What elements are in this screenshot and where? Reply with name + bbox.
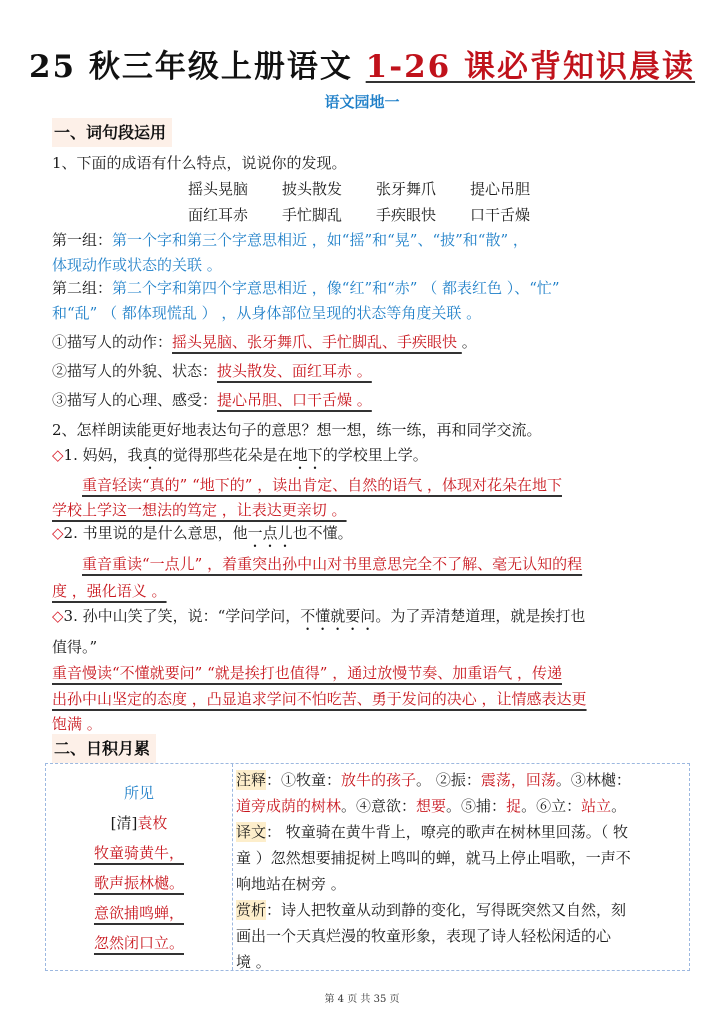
sentence-1-post: 的学校里上学。 (322, 446, 428, 464)
poem-title: 所见 (123, 784, 154, 802)
notes-line-2 (236, 793, 686, 819)
category-1-end: 。 (461, 333, 477, 351)
note-key: ：①牧童： (266, 771, 342, 789)
sentence-1-mid: 的觉得那些花朵是在 (157, 446, 293, 464)
poem-line (46, 902, 232, 924)
appreciation-line-2: 画出一个天真烂漫的牧童形象，表现了诗人轻松闲适的心 (236, 927, 612, 945)
answer-3-line-1 (52, 662, 674, 684)
sentence-3 (52, 605, 674, 634)
emphasis-dots: 地下 (292, 446, 323, 464)
category-1-label: ①描写人的动作： (52, 333, 173, 351)
answer-2-text-1: 重音重读“一点儿” ，着重突出孙中山对书里意思完全不了解、毫无认知的程 (82, 555, 583, 573)
note-value: 震荡，回荡 (480, 771, 556, 789)
poem-cell (46, 764, 233, 970)
sentence-1 (52, 444, 674, 473)
poem-table (45, 763, 690, 971)
group-2-line-1 (52, 277, 674, 299)
category-3-answer: 提心吊胆、口干舌燥 。 (217, 391, 372, 409)
answer-2-line-1 (52, 553, 674, 575)
notes-label: 注释 (236, 771, 267, 789)
group-2-text: 第二个字和第四个字意思相近 ，像“红”和“赤” （ 都表红色 ）、“忙” (112, 279, 560, 297)
answer-2-line-2 (52, 580, 674, 602)
sentence-3-line-2: 值得。” (52, 638, 98, 656)
answer-2-text-2: 度 ，强化语义 。 (52, 582, 167, 600)
category-1-answer: 摇头晃脑、张牙舞爪、手忙脚乱、手疾眼快 (172, 333, 462, 351)
note-value: 放牛的孩子 (341, 771, 417, 789)
note-value: 道旁成荫的树林 (236, 797, 342, 815)
group-1-label: 第一组： (52, 231, 113, 249)
sentence-2 (52, 522, 674, 551)
page-number: 第 4 页 共 35 页 (324, 994, 400, 1005)
emphasis-dots: 真 (142, 446, 158, 464)
question-2: 2、怎样朗读能更好地表达句子的意思？想一想，练一练，再和同学交流。 (52, 421, 542, 439)
diamond-icon: ◇ (52, 524, 64, 542)
idiom: 面红耳赤 (188, 206, 249, 224)
idiom: 摇头晃脑 (188, 180, 249, 198)
idiom: 张牙舞爪 (376, 180, 437, 198)
translation-line-2: 童 ）忽然想要捕捉树上鸣叫的蝉，就马上停止唱歌，一声不 (236, 849, 631, 867)
answer-3-text-1: 重音慢读“不懂就要问” “就是挨打也值得” ，通过放慢节奏、加重语气 ，传递 (52, 664, 562, 682)
section-heading-2: 二、日积月累 (52, 734, 156, 763)
sentence-3-pre: 3. 孙中山笑了笑，说：“学问学问， (63, 607, 301, 625)
answer-3-line-3 (52, 713, 674, 735)
sentence-2-pre: 2. 书里说的是什么意思，他 (63, 524, 248, 542)
answer-1-line-1 (52, 474, 674, 496)
diamond-icon: ◇ (52, 446, 64, 464)
note-key: 。③林樾： (555, 771, 631, 789)
poem-line (46, 872, 232, 894)
group-1-line-1 (52, 229, 674, 251)
idiom-row-1 (188, 178, 564, 200)
note-key: 。⑥立： (521, 797, 582, 815)
emphasis-dots: 一点儿 (247, 524, 293, 542)
title-black: 25 秋三年级上册语文 (28, 49, 366, 85)
note-value: 想要 (416, 797, 447, 815)
group-1-line-2: 体现动作或状态的关联 。 (52, 256, 222, 274)
appreciation-label: 赏析 (236, 901, 267, 919)
category-2 (52, 360, 674, 382)
note-value: 站立 (581, 797, 612, 815)
poem-line-text: 意欲捕鸣蝉， (93, 904, 184, 922)
note-key: 。 (611, 797, 627, 815)
category-3 (52, 389, 674, 411)
group-2-label: 第二组： (52, 279, 113, 297)
translation-line-3: 响地站在树旁 。 (236, 875, 346, 893)
idiom: 披头散发 (282, 180, 343, 198)
sentence-2-post: 也不懂。 (292, 524, 353, 542)
poem-line (46, 842, 232, 864)
sentence-3-post: 。为了弄清楚道理，就是挨打也 (375, 607, 586, 625)
note-key: 。④意欲： (341, 797, 417, 815)
emphasis-dots: 不懂就要问 (300, 607, 376, 625)
category-2-answer: 披头散发、面红耳赤 。 (217, 362, 372, 380)
idiom: 手忙脚乱 (282, 206, 343, 224)
section-heading-1: 一、词句段运用 (52, 118, 172, 147)
sentence-1-pre: 1. 妈妈，我 (63, 446, 143, 464)
answer-1-line-2 (52, 499, 674, 521)
answer-1-text-2: 学校上学这一想法的笃定 ，让表达更亲切 。 (52, 501, 347, 519)
page-subtitle: 语文园地一 (324, 93, 400, 111)
idiom: 提心吊胆 (470, 180, 531, 198)
category-3-label: ③描写人的心理、感受： (52, 391, 218, 409)
note-key: 。⑤捕： (446, 797, 507, 815)
poem-line-text: 忽然闭口立。 (93, 934, 184, 952)
group-1-text: 第一个字和第三个字意思相近 ，如“摇”和“晃”、“披”和“散” ， (112, 231, 528, 249)
appreciation-text: ：诗人把牧童从动到静的变化，写得既突然又自然，刻 (266, 901, 627, 919)
answer-1-text-1: 重音轻读“真的” “地下的” ，读出肯定、自然的语气 ，体现对花朵在地下 (82, 476, 562, 494)
answer-3-text-3: 饱满 。 (52, 715, 102, 733)
answer-3-text-2: 出孙中山坚定的态度 ，凸显追求学问不怕吃苦、勇于发问的决心 ，让情感表达更 (52, 690, 587, 708)
category-1 (52, 331, 674, 353)
translation-text: ： 牧童骑在黄牛背上，嘹亮的歌声在树林里回荡。（ 牧 (266, 823, 629, 841)
poem-dynasty: [清] (110, 814, 138, 832)
group-2-line-2: 和“乱” （ 都体现慌乱 ） ，从身体部位呈现的状态等角度关联 。 (52, 304, 482, 322)
idiom-row-2 (188, 204, 564, 226)
translation-line-1 (236, 819, 686, 845)
answer-3-line-2 (52, 688, 674, 710)
diamond-icon: ◇ (52, 607, 64, 625)
poem-line-text: 牧童骑黄牛， (93, 844, 184, 862)
category-2-label: ②描写人的外貌、状态： (52, 362, 218, 380)
translation-label: 译文 (236, 823, 267, 841)
page-title (0, 46, 724, 88)
notes-line-1 (236, 767, 686, 793)
poem-line-text: 歌声振林樾。 (93, 874, 184, 892)
question-1: 1、下面的成语有什么特点，说说你的发现。 (52, 154, 347, 172)
poem-author-name: 袁枚 (137, 814, 168, 832)
note-key: 。 ②振： (416, 771, 481, 789)
poem-notes-cell (236, 767, 686, 975)
idiom: 口干舌燥 (470, 206, 531, 224)
idiom: 手疾眼快 (376, 206, 437, 224)
title-red: 1-26 课必背知识晨读 (365, 49, 696, 85)
poem-line (46, 932, 232, 954)
note-value: 捉 (506, 797, 522, 815)
appreciation-line-3: 境 。 (236, 953, 271, 971)
appreciation-line-1 (236, 897, 686, 923)
poem-author (46, 812, 232, 834)
